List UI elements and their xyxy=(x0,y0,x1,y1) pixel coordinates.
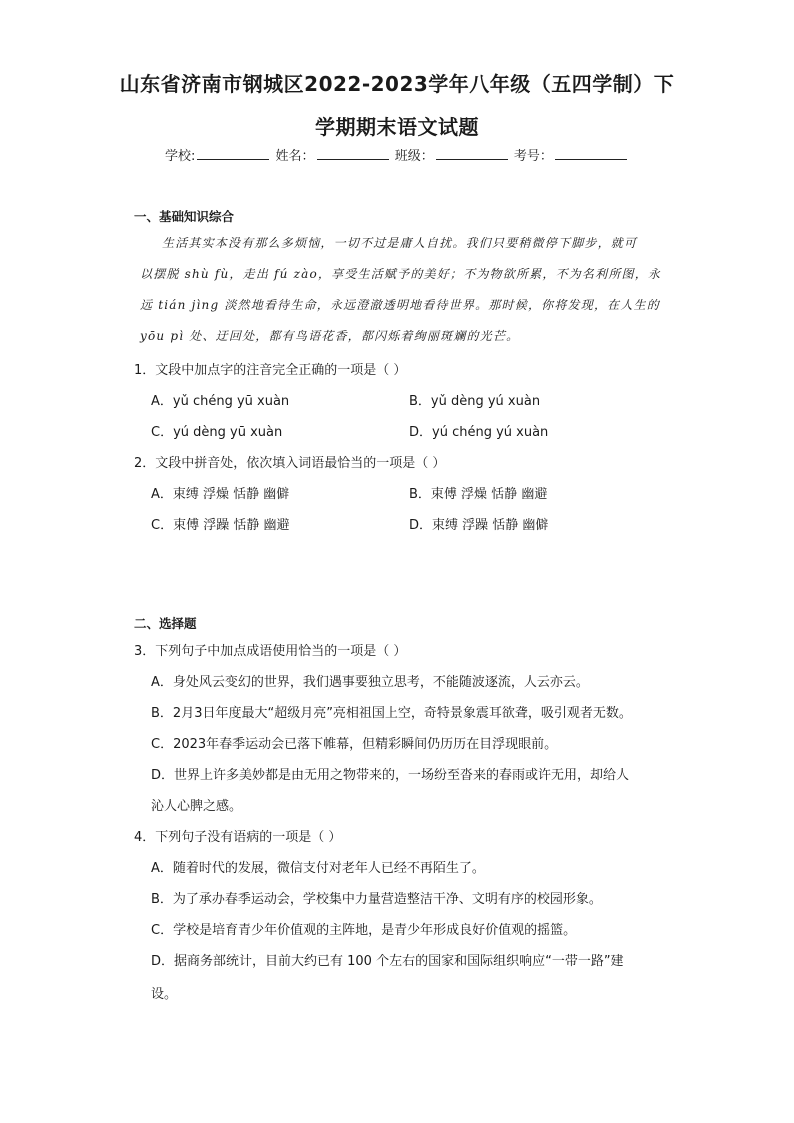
question-1-stem: 1．文段中加点字的注音完全正确的一项是（ ） xyxy=(134,363,407,378)
passage-line-3: 远 tián jìng 淡然地看待生命，永远澄澈透明地看待世界。那时候，你将发现，在人生的 xyxy=(140,298,660,312)
question-2-option-a[interactable]: A．束缚 浮燥 恬静 幽僻 xyxy=(151,487,290,502)
section-2-heading: 二、选择题 xyxy=(134,616,197,631)
question-2-option-c[interactable]: C．束傅 浮躁 恬静 幽避 xyxy=(151,518,290,533)
question-4-option-d[interactable]: D．据商务部统计，目前大约已有 100 个左右的国家和国际组织响应“一带一路”建 xyxy=(151,954,624,969)
question-3-option-d-continued: 沁人心脾之感。 xyxy=(151,799,243,814)
question-4-option-d-continued: 设。 xyxy=(151,987,178,1002)
class-blank[interactable] xyxy=(436,147,508,160)
question-3-option-c[interactable]: C．2023年春季运动会已落下帷幕，但精彩瞬间仍历历在目浮现眼前。 xyxy=(151,737,558,752)
question-3-stem: 3．下列句子中加点成语使用恰当的一项是（ ） xyxy=(134,644,407,659)
exam-number-blank[interactable] xyxy=(555,147,627,160)
school-blank[interactable] xyxy=(197,147,269,160)
exam-number-label: 考号： xyxy=(513,149,553,164)
question-4-option-a[interactable]: A．随着时代的发展，微信支付对老年人已经不再陌生了。 xyxy=(151,861,485,876)
class-label: 班级： xyxy=(394,149,434,164)
passage-line-1: 生活其实本没有那么多烦恼，一切不过是庸人自扰。我们只要稍微停下脚步，就可 xyxy=(162,236,638,250)
page-title-line-1: 山东省济南市钢城区2022-2023学年八年级（五四学制）下 xyxy=(119,72,675,96)
question-2-option-b[interactable]: B．束傅 浮燥 恬静 幽避 xyxy=(409,487,548,502)
section-1-heading: 一、基础知识综合 xyxy=(134,209,235,224)
question-4-option-b[interactable]: B．为了承办春季运动会，学校集中力量营造整洁干净、文明有序的校园形象。 xyxy=(151,892,602,907)
question-1-option-a[interactable]: A．yǔ chéng yū xuàn xyxy=(151,394,290,409)
name-blank[interactable] xyxy=(317,147,389,160)
question-2-stem: 2．文段中拼音处，依次填入词语最恰当的一项是（ ） xyxy=(134,456,446,471)
question-3-option-b[interactable]: B．2月3日年度最大“超级月亮”亮相祖国上空，奇特景象震耳欲聋，吸引观者无数。 xyxy=(151,706,632,721)
passage-line-4: yōu pì 处、迂回处，都有鸟语花香，都闪烁着绚丽斑斓的光芒。 xyxy=(140,329,520,343)
question-1-option-b[interactable]: B．yǔ dèng yú xuàn xyxy=(409,394,541,409)
question-4-stem: 4．下列句子没有语病的一项是（ ） xyxy=(134,830,342,845)
name-label: 姓名： xyxy=(275,149,315,164)
passage-line-2: 以摆脱 shù fù，走出 fú zào，享受生活赋予的美好；不为物欲所累，不为名利所图，永 xyxy=(140,267,662,281)
student-info-row xyxy=(165,145,629,164)
question-3-option-a[interactable]: A．身处风云变幻的世界，我们遇事要独立思考，不能随波逐流，人云亦云。 xyxy=(151,675,589,690)
page-title-line-2: 学期期末语文试题 xyxy=(315,115,479,139)
school-label: 学校: xyxy=(165,149,196,164)
question-1-option-c[interactable]: C．yú dèng yū xuàn xyxy=(151,425,283,440)
question-2-option-d[interactable]: D．束缚 浮躁 恬静 幽僻 xyxy=(409,518,549,533)
question-4-option-c[interactable]: C．学校是培育青少年价值观的主阵地，是青少年形成良好价值观的摇篮。 xyxy=(151,923,577,938)
question-3-option-d[interactable]: D．世界上许多美妙都是由无用之物带来的，一场纷至沓来的春雨或许无用，却给人 xyxy=(151,768,630,783)
question-1-option-d[interactable]: D．yú chéng yú xuàn xyxy=(409,425,549,440)
